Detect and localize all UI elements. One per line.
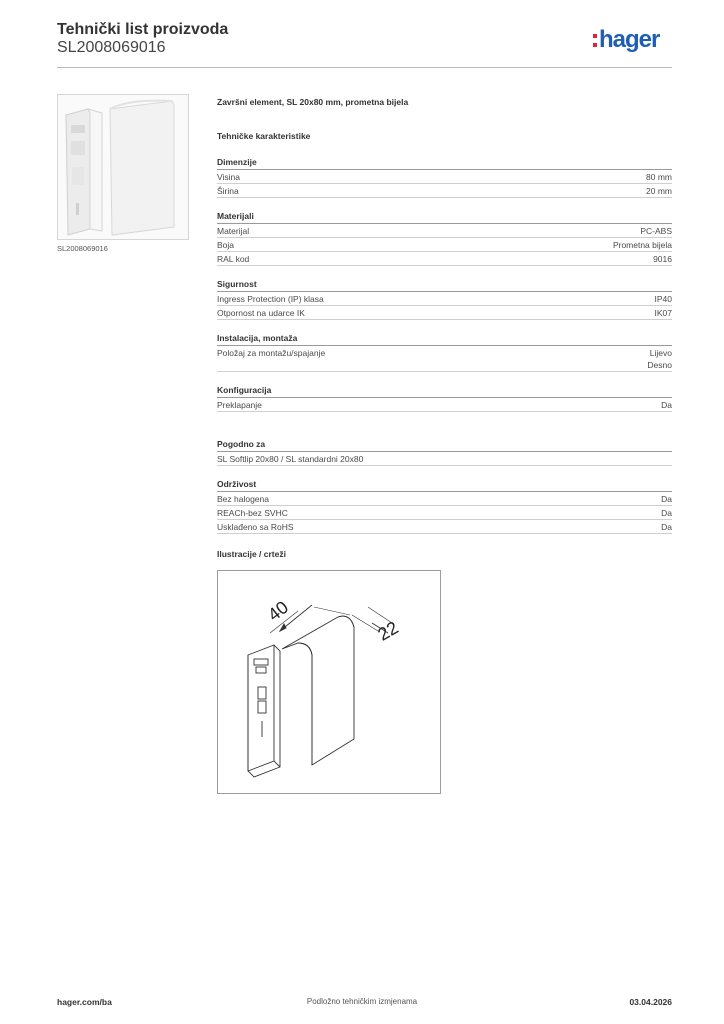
- spec-label: Usklađeno sa RoHS: [217, 522, 294, 532]
- product-code: SL2008069016: [57, 39, 166, 56]
- spec-value: Da: [661, 508, 672, 518]
- spec-label: Bez halogena: [217, 494, 269, 504]
- spec-value: Da: [661, 522, 672, 532]
- spec-row: [217, 224, 672, 238]
- spec-row: [217, 520, 672, 534]
- section-dimensions: [217, 156, 672, 198]
- dimension-depth-label: 22: [374, 617, 402, 645]
- spec-row: [217, 306, 672, 320]
- section-title: Konfiguracija: [217, 384, 672, 398]
- section-sustainability: [217, 478, 672, 534]
- spec-row: [217, 452, 672, 466]
- spec-value: 20 mm: [646, 186, 672, 196]
- spec-label: Boja: [217, 240, 235, 250]
- technical-drawing: [217, 570, 441, 794]
- spec-row: [217, 292, 672, 306]
- spec-row: [217, 170, 672, 184]
- illustrations-title: Ilustracije / crteži: [217, 549, 286, 559]
- spec-row: [217, 398, 672, 412]
- spec-row: [217, 252, 672, 266]
- spec-value: Da: [661, 400, 672, 410]
- spec-label: Širina: [217, 186, 239, 196]
- spec-value: IP40: [654, 294, 672, 304]
- tech-characteristics-title: Tehničke karakteristike: [217, 131, 311, 141]
- spec-value: Da: [661, 494, 672, 504]
- spec-row: [217, 506, 672, 520]
- product-image: [57, 94, 189, 240]
- spec-row: [217, 238, 672, 252]
- product-name: Završni element, SL 20x80 mm, prometna bijela: [217, 97, 409, 107]
- spec-value: PC-ABS: [640, 226, 672, 236]
- dimension-drawing-icon: [218, 571, 440, 793]
- spec-value: IK07: [654, 308, 672, 318]
- spec-label: Preklapanje: [217, 400, 262, 410]
- spec-label: Otpornost na udarce IK: [217, 308, 305, 318]
- spec-label: SL Softlip 20x80 / SL standardni 20x80: [217, 454, 364, 464]
- section-title: Instalacija, montaža: [217, 332, 672, 346]
- hager-logo[interactable]: [592, 26, 659, 54]
- spec-label: Materijal: [217, 226, 250, 236]
- spec-value: Prometna bijela: [612, 240, 672, 250]
- section-title: Sigurnost: [217, 278, 672, 292]
- logo-text: hager: [599, 26, 660, 53]
- spec-value: 80 mm: [646, 172, 672, 182]
- section-materials: [217, 210, 672, 266]
- section-compatible: [217, 438, 672, 466]
- section-installation: [217, 332, 672, 372]
- section-title: Materijali: [217, 210, 672, 224]
- spec-label: Visina: [217, 172, 240, 182]
- section-safety: [217, 278, 672, 320]
- footer-date: 03.04.2026: [629, 997, 672, 1007]
- section-configuration: [217, 384, 672, 412]
- section-title: Pogodno za: [217, 438, 672, 452]
- spec-row: [217, 346, 672, 372]
- page-title: Tehnički list proizvoda: [57, 21, 229, 38]
- spec-row: [217, 184, 672, 198]
- product-image-caption: SL2008069016: [57, 244, 108, 253]
- footer-note: Podložno tehničkim izmjenama: [306, 997, 418, 1006]
- footer-website-link[interactable]: hager.com/ba: [57, 997, 112, 1007]
- spec-value: 9016: [653, 254, 672, 264]
- spec-label: Ingress Protection (IP) klasa: [217, 294, 324, 304]
- spec-label: REACh-bez SVHC: [217, 508, 288, 518]
- section-title: Dimenzije: [217, 156, 672, 170]
- spec-label: RAL kod: [217, 254, 250, 264]
- header-divider: [57, 67, 672, 68]
- spec-row: [217, 492, 672, 506]
- spec-value: Lijevo Desno: [647, 348, 672, 370]
- dimension-width-label: 40: [263, 596, 293, 626]
- spec-sheet: [217, 96, 672, 534]
- spec-label: Položaj za montažu/spajanje: [217, 348, 326, 358]
- product-photo-icon: [58, 95, 188, 239]
- section-title: Održivost: [217, 478, 672, 492]
